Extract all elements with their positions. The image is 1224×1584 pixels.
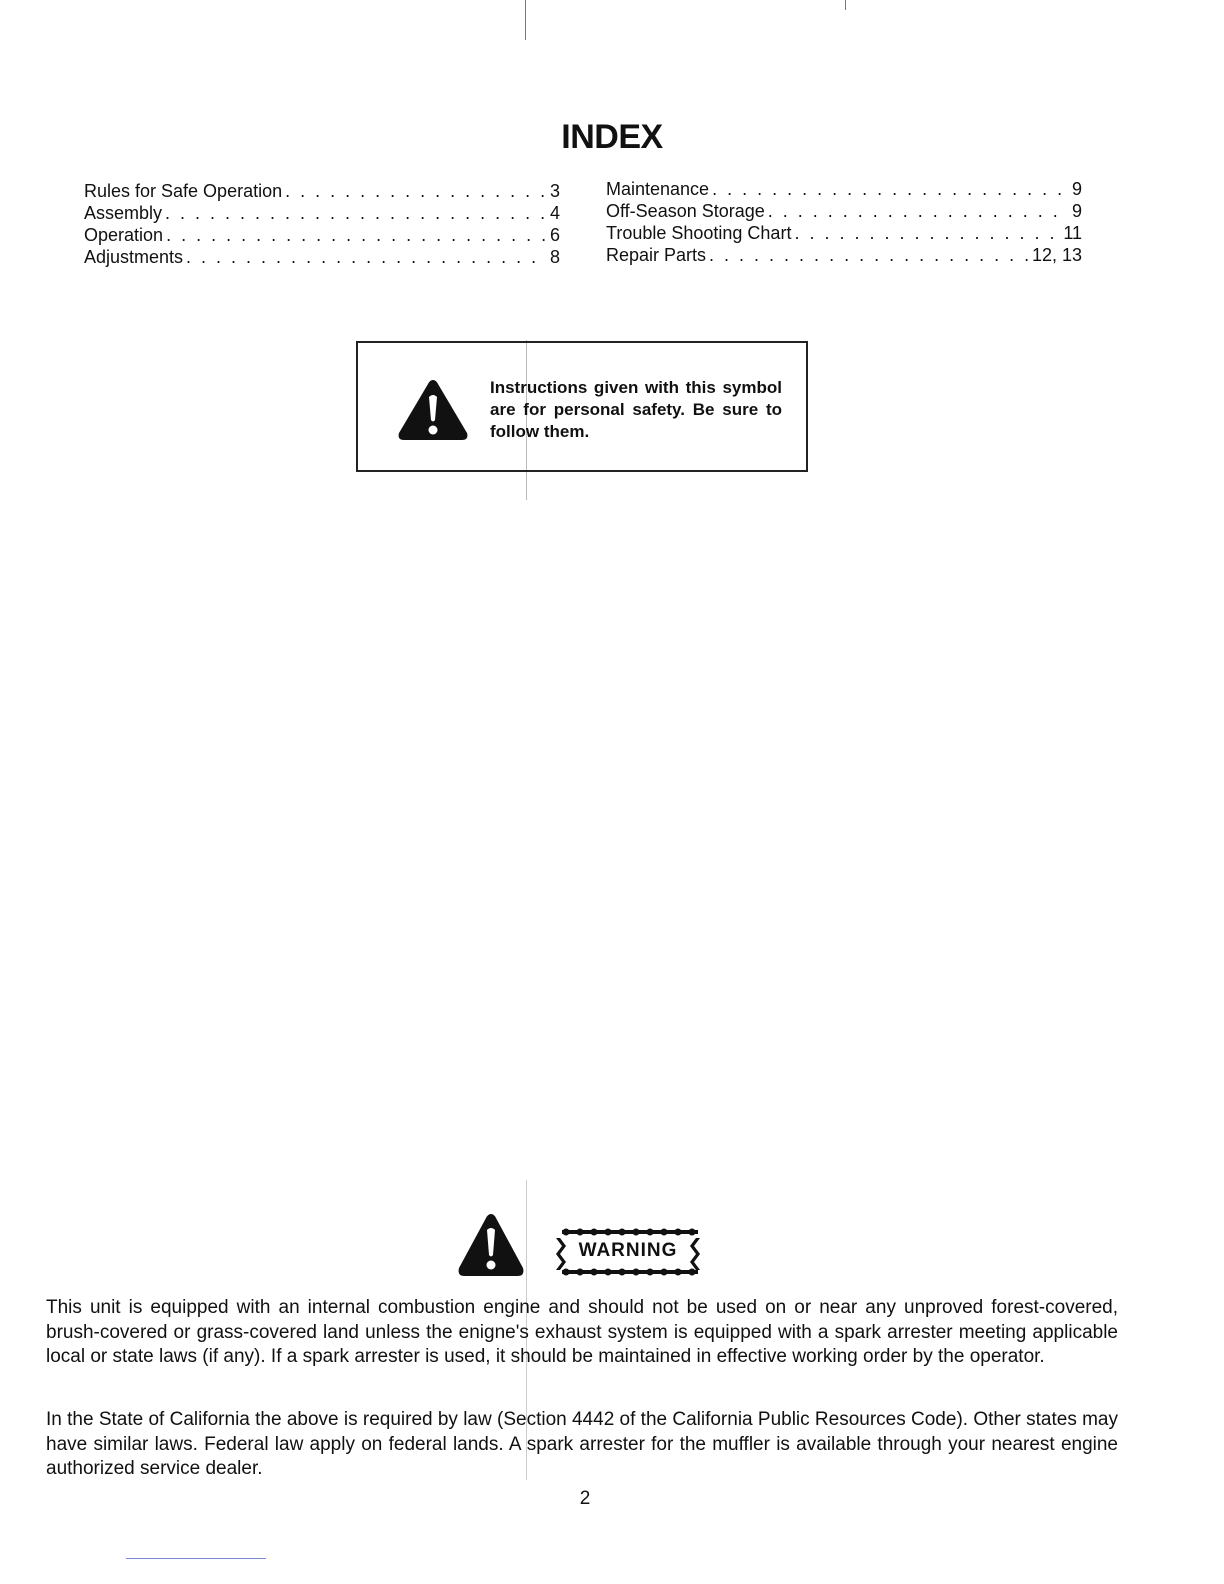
toc-entry-page: 8	[549, 247, 560, 267]
warning-badge	[552, 1226, 704, 1278]
toc-leader-dots	[712, 178, 1069, 200]
toc-left-column	[84, 180, 560, 268]
toc-entry-title: Rules for Safe Operation	[84, 181, 283, 201]
toc-entry-title: Off-Season Storage	[606, 201, 765, 221]
toc-entry	[84, 202, 560, 224]
toc-entry-page: 3	[549, 181, 560, 201]
scan-fold-line	[845, 0, 846, 10]
toc-entry-page: 9	[1071, 201, 1082, 221]
warning-label: WARNING	[578, 1240, 678, 1261]
toc-entry-title: Adjustments	[84, 247, 184, 267]
spark-arrester-paragraph: This unit is equipped with an internal combustion engine and should not be used on or near any unproved forest-covered, brush-covered or grass-covered land unless the enigne's exhaust system is equipped with a spark arrester meeting applicable local or state laws (if any). If a spark arrester is used, it should be maintained in effective working order by the operator.	[46, 1297, 1118, 1367]
toc-entry-title: Maintenance	[606, 179, 710, 199]
toc-entry-page: 4	[549, 203, 560, 223]
scan-fold-line	[525, 0, 526, 40]
warning-triangle-icon	[396, 377, 470, 443]
toc-entry	[84, 224, 560, 246]
toc-leader-dots	[166, 224, 547, 246]
toc-entry-page: 11	[1063, 223, 1082, 243]
toc-entry-page: 9	[1071, 179, 1082, 199]
toc-entry	[606, 200, 1082, 222]
toc-leader-dots	[186, 246, 547, 268]
toc-entry-title: Operation	[84, 225, 164, 245]
toc-entry-page: 12, 13	[1031, 245, 1082, 265]
page-number: 2	[579, 1488, 591, 1509]
toc-right-column	[606, 178, 1082, 266]
california-law-paragraph: In the State of California the above is required by law (Section 4442 of the California Public Resources Code). Other states may have similar laws. Federal law apply on federal lands. A spark arrester for the muffler is available through your nearest engine authorized service dealer.	[46, 1409, 1118, 1479]
toc-entry-page: 6	[549, 225, 560, 245]
toc-entry	[84, 180, 560, 202]
safety-notice-box	[356, 341, 808, 472]
toc-entry-title: Assembly	[84, 203, 163, 223]
scan-margin-line	[126, 1558, 266, 1559]
toc-entry	[84, 246, 560, 268]
toc-leader-dots	[165, 202, 547, 224]
toc-entry	[606, 244, 1082, 266]
page-title: INDEX	[561, 118, 663, 156]
toc-leader-dots	[768, 200, 1069, 222]
toc-entry-title: Repair Parts	[606, 245, 707, 265]
toc-leader-dots	[794, 222, 1060, 244]
toc-leader-dots	[709, 244, 1029, 266]
toc-leader-dots	[285, 180, 547, 202]
toc-entry-title: Trouble Shooting Chart	[606, 223, 792, 243]
toc-entry	[606, 178, 1082, 200]
warning-triangle-icon	[457, 1212, 525, 1278]
safety-notice-text: Instructions given with this symbol are for personal safety. Be sure to follow them.	[490, 378, 782, 441]
toc-entry	[606, 222, 1082, 244]
